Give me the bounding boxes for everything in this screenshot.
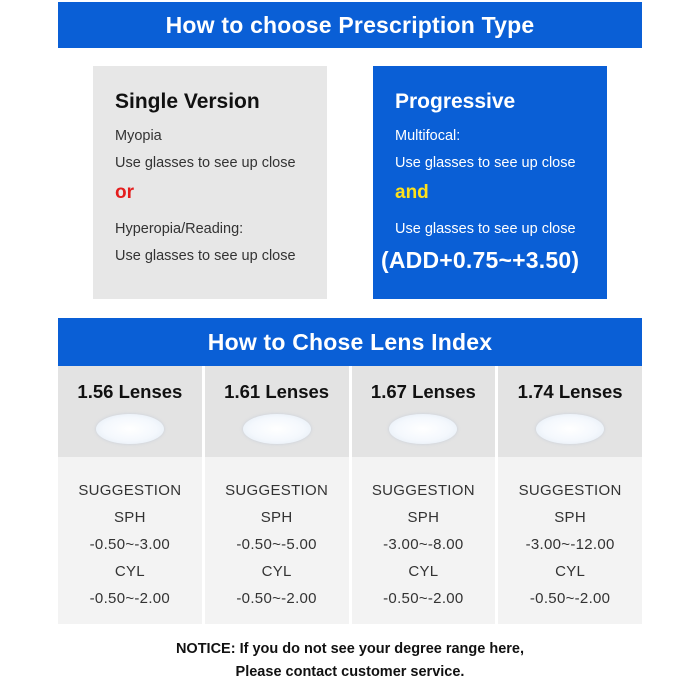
progressive-multifocal-label: Multifocal: xyxy=(395,128,461,144)
suggestion-label: SUGGESTION xyxy=(78,482,182,499)
single-hyperopia-desc: Use glasses to see up close xyxy=(115,248,296,264)
lens-header xyxy=(205,366,349,457)
lens-image xyxy=(536,414,604,444)
lens-header xyxy=(498,366,642,457)
single-myopia-label: Myopia xyxy=(115,128,162,144)
sph-label: SPH xyxy=(407,509,440,526)
cyl-label: CYL xyxy=(114,563,145,580)
progressive-close-desc: Use glasses to see up close xyxy=(395,221,576,237)
suggestion-label: SUGGESTION xyxy=(518,482,622,499)
single-version-title: Single Version xyxy=(115,90,260,113)
progressive-multifocal-desc: Use glasses to see up close xyxy=(395,155,576,171)
and-conjunction: and xyxy=(395,182,429,203)
lens-column xyxy=(58,366,202,624)
progressive-title: Progressive xyxy=(395,90,516,113)
add-range: (ADD+0.75~+3.50) xyxy=(381,247,580,273)
sph-label: SPH xyxy=(260,509,293,526)
lens-image xyxy=(389,414,457,444)
lens-column xyxy=(498,366,642,624)
lens-details xyxy=(498,457,642,624)
lens-header xyxy=(352,366,496,457)
lens-name: 1.67 Lenses xyxy=(370,381,476,402)
cyl-range: -0.50~-2.00 xyxy=(236,590,317,607)
sph-range: -3.00~-12.00 xyxy=(525,536,615,553)
suggestion-label: SUGGESTION xyxy=(225,482,329,499)
sph-range: -3.00~-8.00 xyxy=(383,536,464,553)
lens-header xyxy=(58,366,202,457)
prescription-type-banner xyxy=(58,2,642,48)
notice-line-1: NOTICE: If you do not see your degree range here, xyxy=(175,641,525,657)
sph-label: SPH xyxy=(554,509,586,526)
lens-index-banner xyxy=(58,318,642,366)
single-hyperopia-label: Hyperopia/Reading: xyxy=(115,221,244,237)
cyl-range: -0.50~-2.00 xyxy=(383,590,464,607)
lens-name: 1.74 Lenses xyxy=(517,381,623,402)
cyl-label: CYL xyxy=(555,563,586,580)
sph-label: SPH xyxy=(114,509,146,526)
lens-name: 1.61 Lenses xyxy=(224,381,330,402)
lens-details xyxy=(58,457,202,624)
lens-column xyxy=(352,366,496,624)
lens-name: 1.56 Lenses xyxy=(77,381,183,402)
single-myopia-desc: Use glasses to see up close xyxy=(115,155,296,171)
single-version-panel xyxy=(93,66,327,299)
cyl-label: CYL xyxy=(261,563,292,580)
lens-index-grid xyxy=(58,366,642,624)
lens-details xyxy=(205,457,349,624)
lens-image xyxy=(243,414,311,444)
sph-range: -0.50~-3.00 xyxy=(89,536,171,553)
cyl-range: -0.50~-2.00 xyxy=(529,590,611,607)
lens-details xyxy=(352,457,496,624)
sph-range: -0.50~-5.00 xyxy=(236,536,317,553)
notice-line-2: Please contact customer service. xyxy=(235,664,465,680)
cyl-range: -0.50~-2.00 xyxy=(89,590,171,607)
lens-index-title: How to Chose Lens Index xyxy=(207,328,493,355)
lens-column xyxy=(205,366,349,624)
progressive-panel xyxy=(373,66,607,299)
or-conjunction: or xyxy=(115,182,134,203)
prescription-type-title: How to choose Prescription Type xyxy=(165,11,535,38)
suggestion-label: SUGGESTION xyxy=(371,482,475,499)
lens-image xyxy=(96,414,164,444)
cyl-label: CYL xyxy=(408,563,439,580)
